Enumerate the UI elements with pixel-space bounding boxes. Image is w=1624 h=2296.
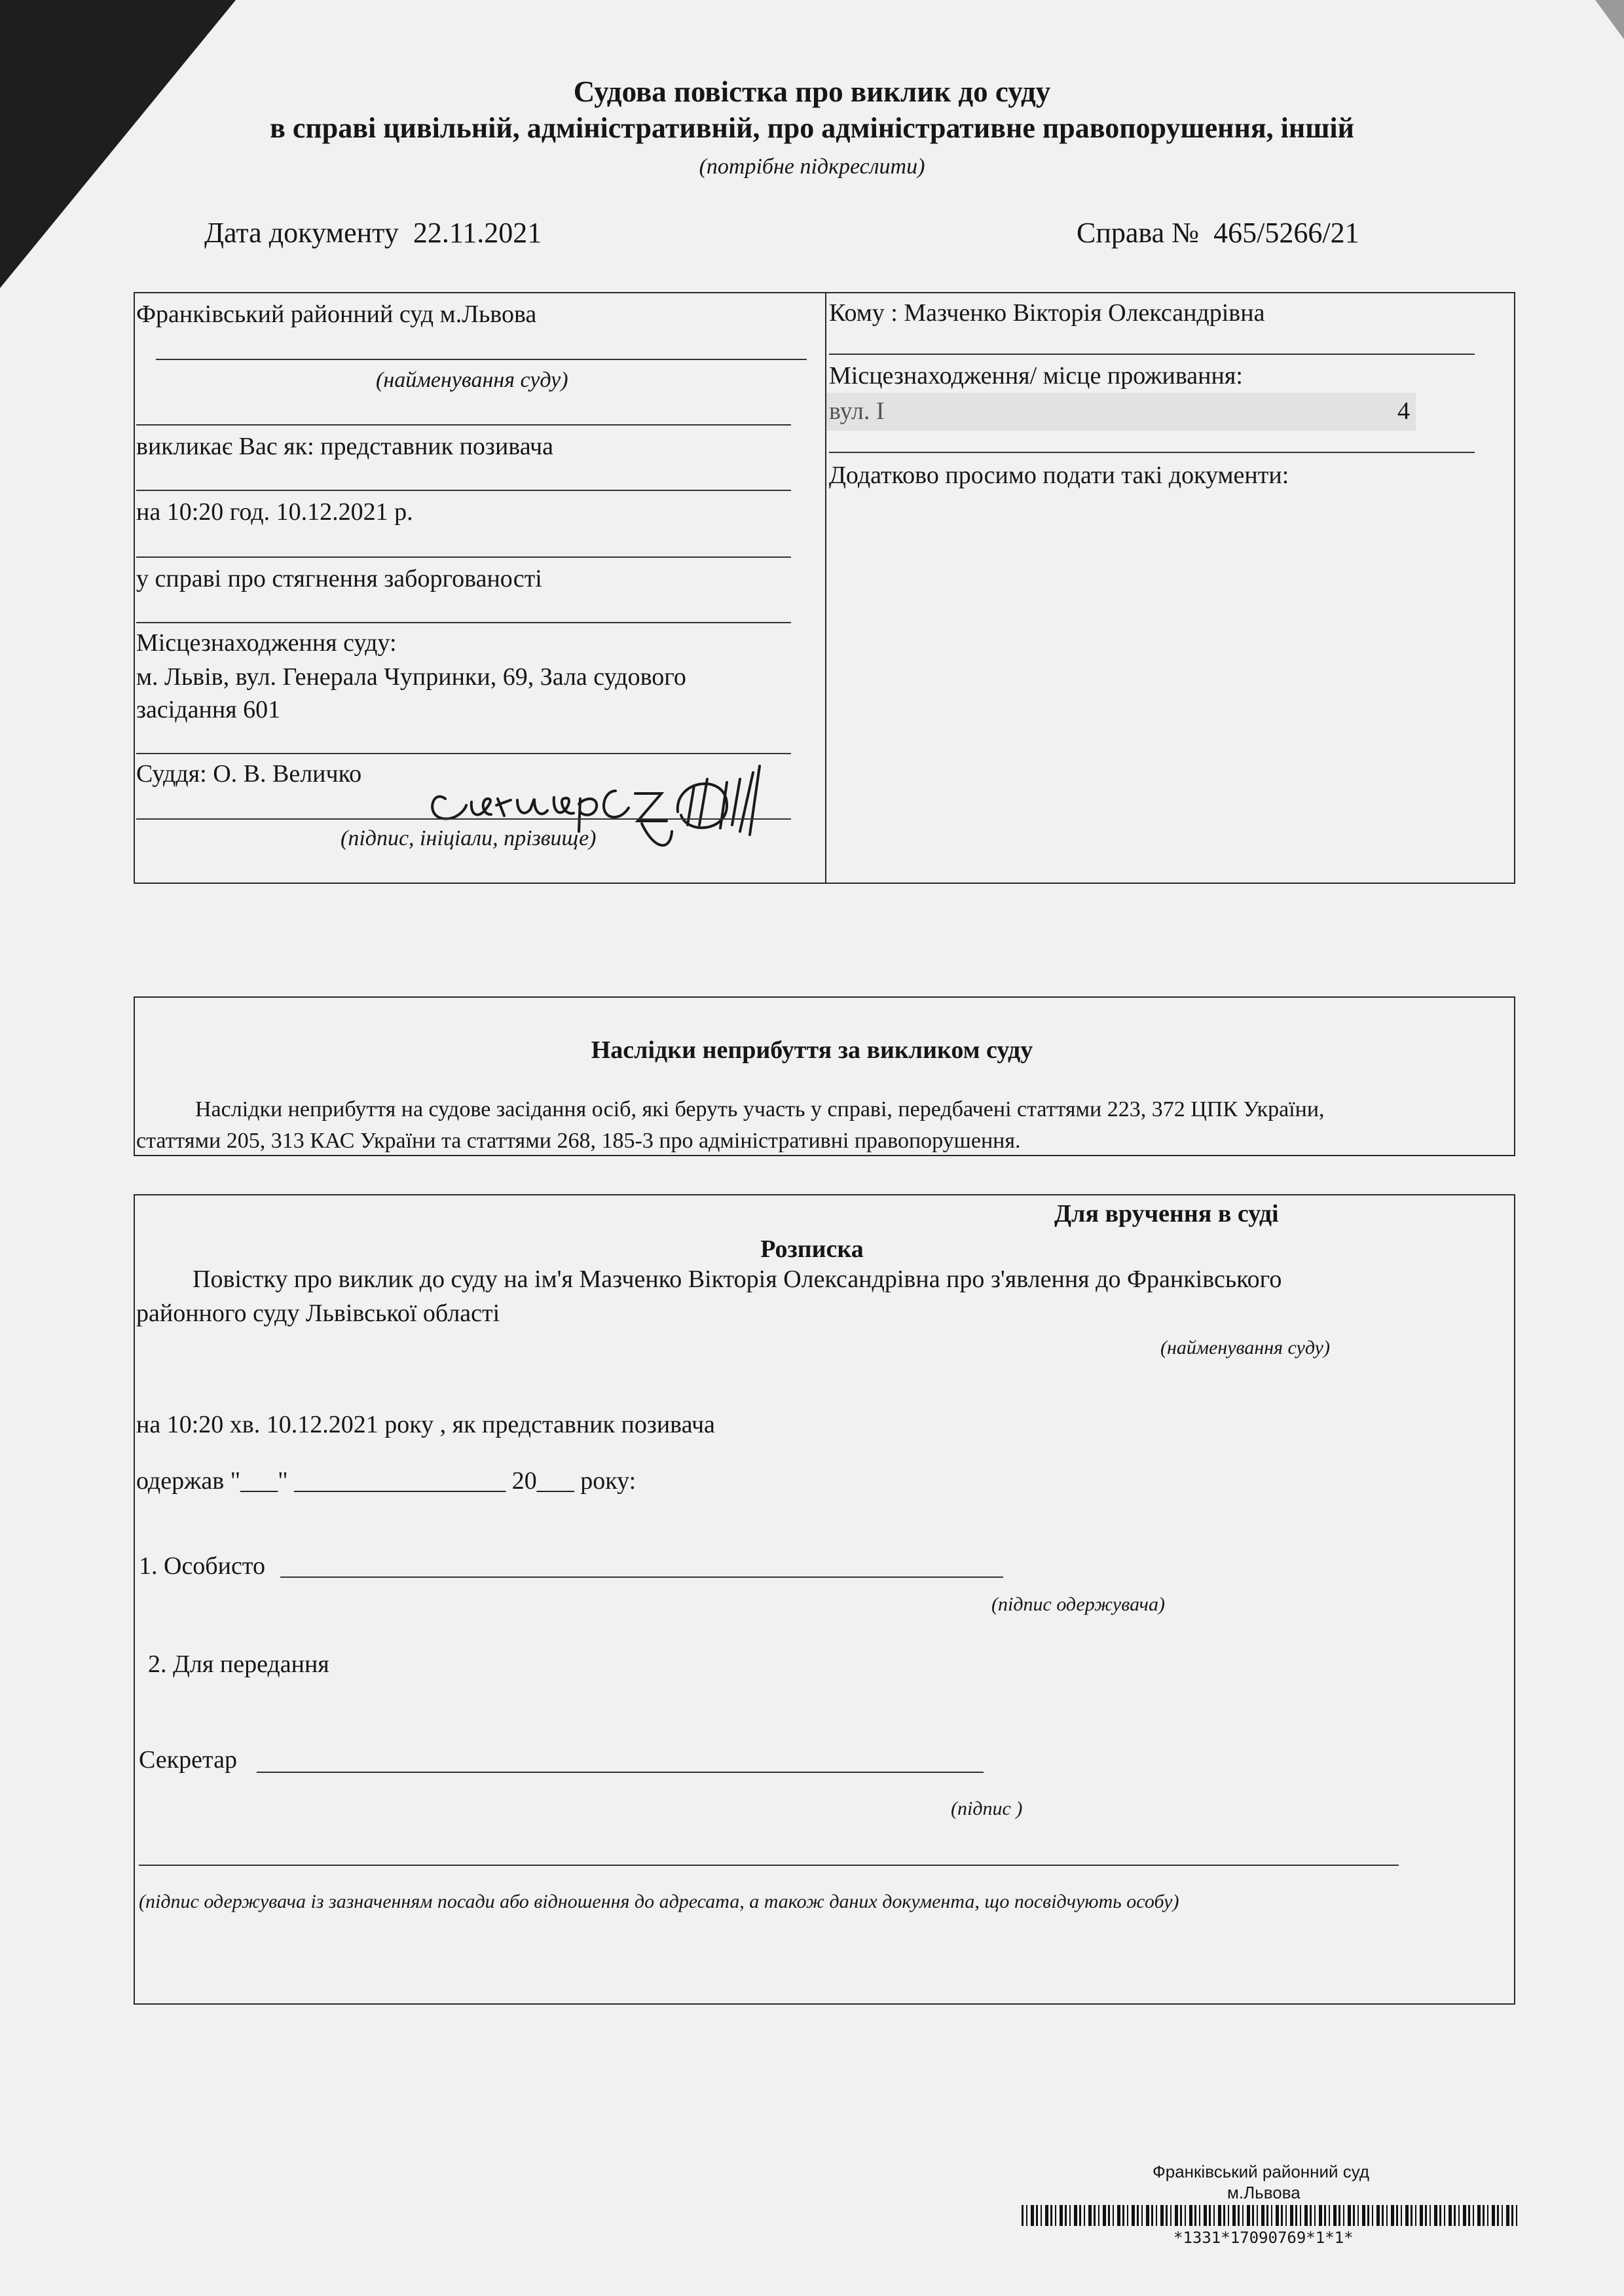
receipt-time-line: на 10:20 хв. 10.12.2021 року , як представник позивача <box>136 1411 715 1438</box>
court-location-room: засідання 601 <box>136 696 281 723</box>
divider <box>136 622 791 623</box>
recipient: Кому : Мазченко Вікторія Олександрівна <box>829 299 1265 327</box>
doc-date <box>204 216 542 249</box>
recipient-line <box>829 354 1475 355</box>
court-name: Франківський районний суд м.Львова <box>136 301 537 328</box>
signature-line <box>136 818 791 820</box>
redacted-address <box>826 393 1416 431</box>
address-line <box>829 452 1475 453</box>
barcode <box>1022 2205 1519 2226</box>
secretary-label: Секретар <box>139 1746 237 1774</box>
doc-date-value: 22.11.2021 <box>413 217 542 249</box>
receipt-line1: Повістку про виклик до суду на ім'я Мазченко Вікторія Олександрівна про з'явлення до Франківського <box>193 1266 1282 1293</box>
secretary-signature-line <box>257 1772 984 1773</box>
case-number-label: Справа № <box>1077 217 1200 249</box>
transfer-label: 2. Для передання <box>148 1650 329 1678</box>
subtitle-note: (потрібне підкреслити) <box>699 155 925 179</box>
consequences-text-line1: Наслідки неприбуття на судове засідання осіб, які беруть участь у справі, передбачені статтями 223, 372 ЦПК України, <box>195 1097 1325 1121</box>
case-number-value: 465/5266/21 <box>1213 217 1359 249</box>
court-name-caption: (найменування суду) <box>376 368 568 392</box>
consequences-text-line2: статтями 205, 313 КАС України та статтями 268, 185-3 про адміністративні правопорушення. <box>136 1129 1021 1153</box>
stamp-court-city: м.Львова <box>1227 2183 1301 2202</box>
divider <box>136 424 791 426</box>
divider <box>136 490 791 491</box>
received-date-line: одержав "___" _________________ 20___ року: <box>136 1467 637 1495</box>
stamp-court-name: Франківський районний суд <box>1153 2162 1370 2181</box>
consequences-title: Наслідки неприбуття за викликом суду <box>591 1036 1033 1064</box>
delivery-label: Для вручення в суді <box>1054 1200 1279 1228</box>
recipient-signature-caption: (підпис одержувача із зазначенням посади або відношення до адресата, а також даних документа, що посвідчують особу) <box>139 1891 1179 1912</box>
doc-date-label: Дата документу <box>204 217 399 249</box>
court-name-line <box>156 359 807 360</box>
personal-signature-line <box>280 1576 1003 1578</box>
hearing-time: на 10:20 год. 10.12.2021 р. <box>136 498 413 526</box>
judge-name: Суддя: О. В. Величко <box>136 760 362 788</box>
secretary-caption: (підпис ) <box>951 1798 1023 1819</box>
case-matter: у справі про стягнення заборгованості <box>136 565 542 592</box>
court-location-address: м. Львів, вул. Генерала Чупринки, 69, Зала судового <box>136 663 686 691</box>
recipient-signature-line <box>139 1865 1399 1866</box>
address-label: Місцезнаходження/ місце проживання: <box>829 362 1243 390</box>
column-divider <box>825 292 826 883</box>
document-title: Судова повістка про виклик до суду <box>573 75 1051 108</box>
receipt-title: Розписка <box>760 1235 864 1263</box>
case-number <box>1077 216 1359 249</box>
personal-caption: (підпис одержувача) <box>991 1594 1165 1615</box>
extra-docs-label: Додатково просимо подати такі документи: <box>829 462 1289 489</box>
receipt-line2: районного суду Львівської області <box>136 1300 500 1327</box>
address-visible-start: вул. І <box>829 397 885 425</box>
receipt-court-caption: (найменування суду) <box>1160 1337 1330 1358</box>
personal-label: 1. Особисто <box>139 1552 265 1580</box>
barcode-text: *1331*17090769*1*1* <box>1173 2229 1354 2247</box>
signature-caption: (підпис, ініціали, прізвище) <box>341 826 597 850</box>
summons-role: викликає Вас як: представник позивача <box>136 433 554 460</box>
divider <box>136 556 791 558</box>
address-visible-end: 4 <box>1397 397 1410 425</box>
court-location-label: Місцезнаходження суду: <box>136 629 397 657</box>
document-subtitle: в справі цивільній, адміністративній, про адміністративне правопорушення, іншій <box>270 112 1354 144</box>
